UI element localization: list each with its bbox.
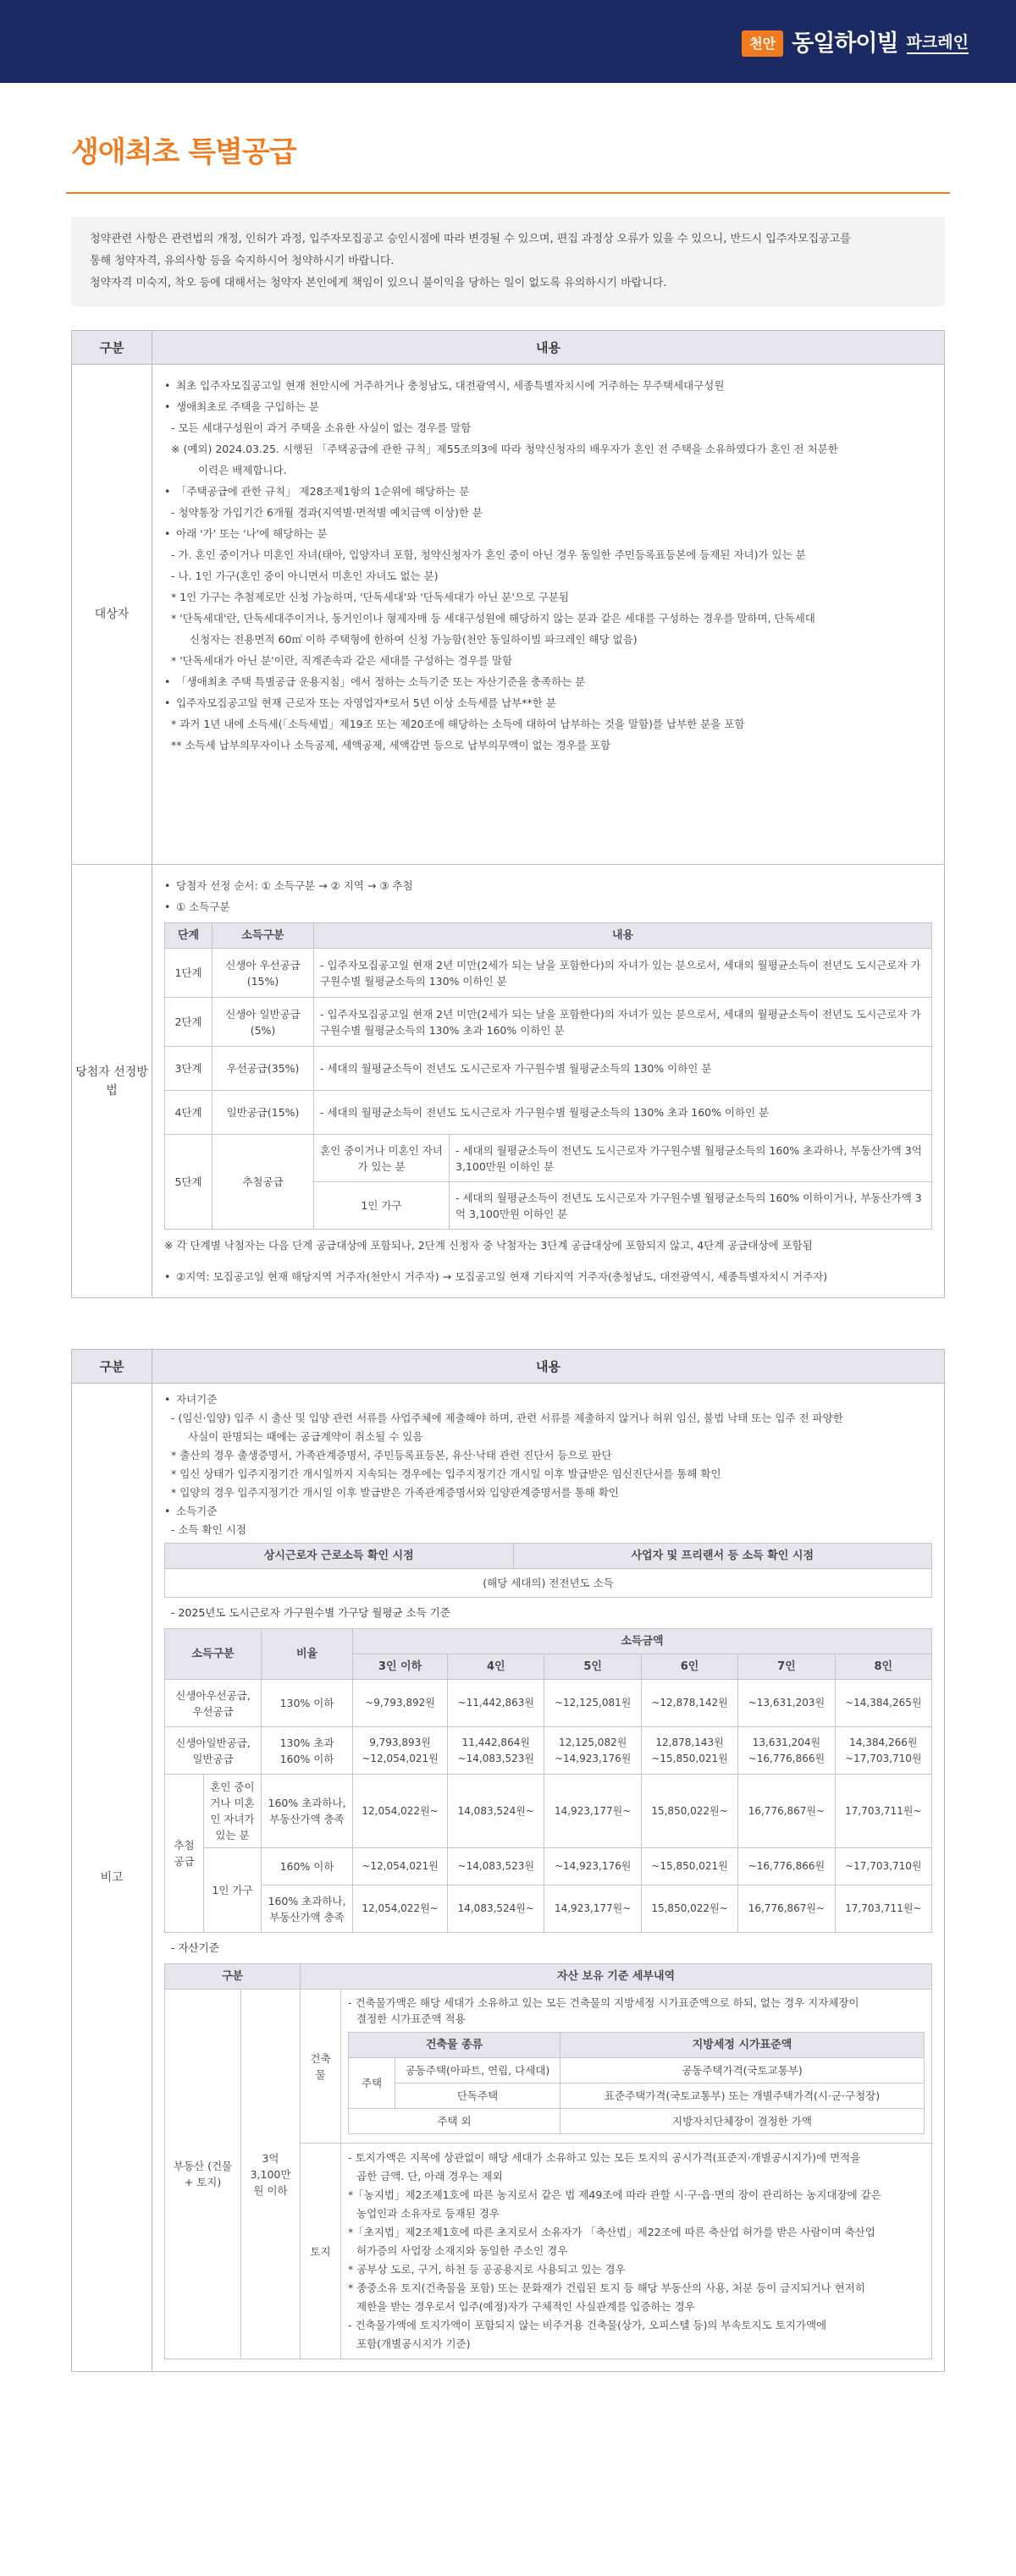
list-item: * '단독세대'란, 단독세대주이거나, 동거인이나 형제자매 등 세대구성원에 해당하지 않는 분과 같은 세대를 구성하는 경우를 말하며, 단독세대	[171, 612, 815, 625]
col-header-content: 내용	[152, 1350, 945, 1384]
col-header-asset-detail: 자산 보유 기준 세부내역	[301, 1964, 932, 1990]
list-item: - (임신·입양) 입주 시 출산 및 입양 관련 서류를 사업주체에 제출해야 하며, 관련 서류를 제출하지 않거나 허위 임신, 불법 낙태 또는 입주 전 파양한	[171, 1412, 843, 1425]
amount-cell: ~12,878,142원	[641, 1680, 737, 1727]
building-line: - 건축물가액은 해당 세대가 소유하고 있는 모든 건축물의 지방세정 시가표준액으로 하되, 없는 경우 지자체장이	[348, 1996, 859, 2010]
amount-cell: 12,125,082원 ~14,923,176원	[544, 1727, 641, 1775]
brand-location-badge: 천안	[742, 30, 783, 58]
amount-cell: 15,850,022원~	[641, 1775, 737, 1848]
list-item: • 아래 '가' 또는 '나'에 해당하는 분	[164, 523, 932, 544]
land-line: 포함(개별공시지가 기준)	[356, 2337, 471, 2351]
col-header-category: 구분	[72, 331, 152, 365]
timing-value: (해당 세대의) 전전년도 소득	[165, 1569, 932, 1598]
list-item: • 생애최초로 주택을 구입하는 분	[164, 396, 932, 417]
col-header-income-type: 소득구분	[213, 923, 314, 949]
amount-cell: 14,923,177원~	[544, 1885, 641, 1933]
list-item: - 소득 확인 시점	[171, 1523, 246, 1537]
amount-cell: ~12,125,081원	[544, 1680, 641, 1727]
col-header-asset-type: 구분	[165, 1964, 301, 1990]
list-item: • 입주자모집공고일 현재 근로자 또는 자영업자*로서 5년 이상 소득세를 납부**한 분	[164, 692, 932, 713]
asset-type-cell: 부동산 (건물 + 토지)	[165, 1990, 241, 2359]
col-header-income-type: 소득구분	[165, 1629, 262, 1680]
col-header-household-size: 6인	[641, 1654, 737, 1680]
page-title: 생애최초 특별공급	[71, 135, 296, 169]
amount-cell: ~17,703,710원	[835, 1848, 931, 1885]
col-header-household-size: 4인	[448, 1654, 544, 1680]
land-line: *「농지법」제2조제1호에 따른 농지로서 같은 법 제49조에 따라 관할 시·구·읍·면의 장이 관리하는 농지대장에 같은	[348, 2188, 881, 2202]
tax-value-cell: 공동주택가격(국토교통부)	[560, 2058, 925, 2083]
ratio-cell: 160% 초과하나, 부동산가액 충족	[262, 1775, 353, 1848]
eligibility-table	[71, 330, 945, 1298]
amount-cell: 16,776,867원~	[738, 1885, 835, 1933]
building-line: 결정한 시가표준액 적용	[356, 2012, 466, 2026]
step-cell: 2단계	[165, 998, 213, 1047]
land-line: *「초지법」제2조제1호에 따른 초지로서 소유자가 「축산법」제22조에 따른 축산업 허가를 받은 사람이며 축산업	[348, 2226, 875, 2239]
list-item: • 당첨자 선정 순서: ① 소득구분 → ② 지역 → ③ 추첨	[164, 875, 932, 896]
list-item: 이력은 배제합니다.	[198, 464, 287, 477]
step-cell: 5단계	[165, 1135, 213, 1230]
amount-cell: 14,083,524원~	[448, 1885, 544, 1933]
amount-cell: ~12,054,021원	[353, 1848, 448, 1885]
amount-cell: 12,054,022원~	[353, 1775, 448, 1848]
target-content	[152, 365, 945, 865]
amount-cell: 16,776,867원~	[738, 1775, 835, 1848]
selection-content	[152, 865, 945, 1298]
income-type-cell: 신생아우선공급, 우선공급	[165, 1680, 262, 1727]
desc-cell: - 입주자모집공고일 현재 2년 미만(2세가 되는 날을 포함한다)의 자녀가 있는 분으로서, 세대의 월평균소득이 전년도 도시근로자 가구원수별 월평균소득의 130% 이하인 분	[314, 949, 932, 998]
notice-line: 통해 청약자격, 유의사항 등을 숙지하시어 청약하시기 바랍니다.	[90, 255, 395, 268]
amount-cell: 14,083,524원~	[448, 1775, 544, 1848]
list-item: ** 소득세 납부의무자이나 소득공제, 세액공제, 세액감면 등으로 납부의무액이 없는 경우를 포함	[171, 739, 611, 752]
brand-sub: 파크레인	[907, 34, 969, 54]
col-header-household-size: 3인 이하	[353, 1654, 448, 1680]
list-item: • ②지역: 모집공고일 현재 해당지역 거주자(천안시 거주자) → 모집공고일 현재 기타지역 거주자(충청남도, 대전광역시, 세종특별자치시 거주자)	[164, 1266, 932, 1287]
col-header-business-time: 사업자 및 프리랜서 등 소득 확인 시점	[513, 1544, 932, 1569]
building-label: 건축물	[301, 1990, 341, 2144]
amount-cell: ~14,384,265원	[835, 1680, 931, 1727]
lottery-cell: 추첨 공급	[165, 1775, 204, 1933]
list-item: * '단독세대가 아닌 분'이란, 직계존속과 같은 세대를 구성하는 경우를 말함	[171, 654, 513, 668]
land-line: 곱한 금액. 단, 아래 경우는 제외	[356, 2170, 503, 2183]
row-label-target: 대상자	[72, 365, 152, 865]
income-type-cell: 일반공급(15%)	[213, 1091, 314, 1135]
ratio-cell: 130% 초과 160% 이하	[262, 1727, 353, 1775]
col-header-ratio: 비율	[262, 1629, 353, 1680]
ratio-cell: 160% 이하	[262, 1848, 353, 1885]
notice-box	[71, 217, 945, 306]
col-header-household-size: 8인	[835, 1654, 931, 1680]
desc-cell: - 세대의 월평균소득이 전년도 도시근로자 가구원수별 월평균소득의 130% 초과 160% 이하인 분	[314, 1091, 932, 1135]
income-criteria-table	[164, 1628, 932, 1933]
ratio-cell: 160% 초과하나, 부동산가액 충족	[262, 1885, 353, 1933]
asset-limit-cell: 3억 3,100만원 이하	[241, 1990, 301, 2359]
tax-value-cell: 표준주택가격(국토교통부) 또는 개별주택가격(시·군·구청장)	[560, 2083, 925, 2109]
list-item: - 나. 1인 가구(혼인 중이 아니면서 미혼인 자녀도 없는 분)	[171, 570, 439, 583]
income-type-cell: 신생아일반공급, 일반공급	[165, 1727, 262, 1775]
remarks-content	[152, 1384, 945, 2372]
amount-cell: 15,850,022원~	[641, 1885, 737, 1933]
income-type-cell: 추첨공급	[213, 1135, 314, 1230]
selection-stage-table	[164, 922, 932, 1230]
desc-cell: - 입주자모집공고일 현재 2년 미만(2세가 되는 날을 포함한다)의 자녀가 있는 분으로서, 세대의 월평균소득이 전년도 도시근로자 가구원수별 월평균소득의 130% 초과 160% 이하인 분	[314, 998, 932, 1047]
col-header-household-size: 5인	[544, 1654, 641, 1680]
list-item: • 자녀기준	[164, 1390, 932, 1409]
step-cell: 3단계	[165, 1047, 213, 1091]
notice-line: 청약자격 미숙지, 착오 등에 대해서는 청약자 본인에게 책임이 있으니 불이익을 당하는 일이 없도록 유의하시기 바랍니다.	[90, 277, 667, 290]
list-item: * 입양의 경우 입주지정기간 개시일 이후 발급받은 가족관계증명서와 입양관계증명서를 통해 확인	[171, 1486, 619, 1500]
amount-cell: 9,793,893원 ~12,054,021원	[353, 1727, 448, 1775]
sub-type-cell: 혼인 중이거나 미혼인 자녀가 있는 분	[314, 1135, 450, 1182]
amount-cell: ~11,442,863원	[448, 1680, 544, 1727]
col-header-building-type: 건축물 종류	[349, 2033, 560, 2058]
list-item: • 소득기준	[164, 1502, 932, 1521]
land-line: 허가증의 사업장 소재지와 동일한 주소인 경우	[356, 2244, 568, 2258]
land-line: - 토지가액은 지목에 상관없이 해당 세대가 소유하고 있는 모든 토지의 공시가격(표준지·개별공시지가)에 면적을	[348, 2151, 861, 2165]
col-header-employee-time: 상시근로자 근로소득 확인 시점	[165, 1544, 514, 1569]
amount-cell: 14,384,266원 ~17,703,710원	[835, 1727, 931, 1775]
col-header-content: 내용	[152, 331, 945, 365]
col-header-income-amount: 소득금액	[353, 1629, 932, 1654]
amount-cell: ~14,923,176원	[544, 1848, 641, 1885]
row-label-selection: 당첨자 선정방법	[72, 865, 152, 1298]
remarks-table	[71, 1349, 945, 2372]
land-detail	[341, 2144, 932, 2359]
title-divider	[66, 192, 950, 194]
list-item: 신청자는 전용면적 60㎡ 이하 주택형에 한하여 신청 가능함(천안 동일하이빌 파크레인 해당 없음)	[190, 633, 638, 647]
desc-cell: - 세대의 월평균소득이 전년도 도시근로자 가구원수별 월평균소득의 130% 이하인 분	[314, 1047, 932, 1091]
amount-cell: ~13,631,203원	[738, 1680, 835, 1727]
building-type-cell: 단독주택	[395, 2083, 560, 2109]
building-value-table	[348, 2032, 925, 2134]
col-header-household-size: 7인	[738, 1654, 835, 1680]
land-line: - 건축물가액에 토지가액이 포함되지 않는 비주거용 건축물(상가, 오피스텔 등)의 부속토지도 토지가액에	[348, 2319, 827, 2332]
brand-name: 동일하이빌	[792, 30, 898, 57]
sub-type-cell: 1인 가구	[204, 1848, 262, 1933]
desc-cell: - 세대의 월평균소득이 전년도 도시근로자 가구원수별 월평균소득의 160% 이하이거나, 부동산가액 3억 3,100만원 이하인 분	[450, 1182, 932, 1230]
amount-cell: ~15,850,021원	[641, 1848, 737, 1885]
list-item: 사실이 판명되는 때에는 공급계약이 취소될 수 있음	[188, 1430, 423, 1444]
list-item: ※ 각 단계별 낙첨자는 다음 단계 공급대상에 포함되나, 2단계 신청자 중 낙첨자는 3단계 공급대상에 포함되지 않고, 4단계 공급대상에 포함됨	[164, 1239, 813, 1252]
col-header-category: 구분	[72, 1350, 152, 1384]
col-header-desc: 내용	[314, 923, 932, 949]
sub-type-cell: 1인 가구	[314, 1182, 450, 1230]
land-line: 농업인과 소유자로 등재된 경우	[356, 2207, 500, 2221]
list-item: • 최초 입주자모집공고일 현재 천안시에 거주하거나 충청남도, 대전광역시, 세종특별자치시에 거주하는 무주택세대구성원	[164, 375, 932, 396]
land-label: 토지	[301, 2144, 341, 2359]
header-bar	[0, 0, 1016, 83]
list-item: - 청약통장 가입기간 6개월 경과(지역별·면적별 예치금액 이상)한 분	[171, 506, 483, 520]
land-line: * 종중소유 토지(건축물을 포함) 또는 문화재가 건립된 토지 등 해당 부동산의 사용, 처분 등이 금지되거나 현저히	[348, 2282, 865, 2295]
list-item: • 「생애최초 주택 특별공급 운용지침」에서 정하는 소득기준 또는 자산기준을 충족하는 분	[164, 671, 932, 692]
income-timing-table	[164, 1543, 932, 1598]
income-type-cell: 신생아 우선공급 (15%)	[213, 949, 314, 998]
notice-line: 청약관련 사항은 관련법의 개정, 인허가 과정, 입주자모집공고 승인시점에 따라 변경될 수 있으며, 편집 과정상 오류가 있을 수 있으니, 반드시 입주자모집공고를	[90, 233, 851, 246]
list-item: * 1인 가구는 추첨제로만 신청 가능하며, '단독세대'와 '단독세대가 아닌 분'으로 구분됨	[171, 591, 570, 604]
building-type-cell: 공동주택(아파트, 연립, 다세대)	[395, 2058, 560, 2083]
row-label-remarks: 비고	[72, 1384, 152, 2372]
amount-cell: 13,631,204원 ~16,776,866원	[738, 1727, 835, 1775]
land-line: * 공부상 도로, 구거, 하천 등 공공용지로 사용되고 있는 경우	[348, 2263, 626, 2276]
amount-cell: ~14,083,523원	[448, 1848, 544, 1885]
asset-criteria-table	[164, 1963, 932, 2359]
list-item: - 가. 혼인 중이거나 미혼인 자녀(태아, 입양자녀 포함, 청약신청자가 혼인 중이 아닌 경우 동일한 주민등록표등본에 등재된 자녀)가 있는 분	[171, 548, 806, 562]
amount-cell: 12,878,143원 ~15,850,021원	[641, 1727, 737, 1775]
step-cell: 1단계	[165, 949, 213, 998]
list-item: * 임신 상태가 입주지정기간 개시일까지 지속되는 경우에는 입주지정기간 개시일 이후 발급받은 임신진단서를 통해 확인	[171, 1467, 721, 1481]
amount-cell: 17,703,711원~	[835, 1885, 931, 1933]
building-detail	[341, 1990, 932, 2144]
desc-cell: - 세대의 월평균소득이 전년도 도시근로자 가구원수별 월평균소득의 160% 초과하나, 부동산가액 3억 3,100만원 이하인 분	[450, 1135, 932, 1182]
income-type-cell: 신생아 일반공급 (5%)	[213, 998, 314, 1047]
amount-cell: 11,442,864원 ~14,083,523원	[448, 1727, 544, 1775]
amount-cell: ~16,776,866원	[738, 1848, 835, 1885]
col-header-tax-value: 지방세정 시가표준액	[560, 2033, 925, 2058]
ratio-cell: 130% 이하	[262, 1680, 353, 1727]
income-table-title: - 2025년도 도시근로자 가구원수별 가구당 월평균 소득 기준	[171, 1606, 450, 1620]
house-label: 주택	[349, 2058, 395, 2109]
amount-cell: 17,703,711원~	[835, 1775, 931, 1848]
amount-cell: 14,923,177원~	[544, 1775, 641, 1848]
list-item: * 과거 1년 내에 소득세(「소득세법」제19조 또는 제20조에 해당하는 소득에 대하여 납부하는 것을 말함)를 납부한 분을 포함	[171, 718, 745, 731]
amount-cell: 12,054,022원~	[353, 1885, 448, 1933]
step-cell: 4단계	[165, 1091, 213, 1135]
list-item: • 「주택공급에 관한 규칙」 제28조제1항의 1순위에 해당하는 분	[164, 481, 932, 502]
building-type-cell: 주택 외	[349, 2109, 560, 2134]
list-item: * 출산의 경우 출생증명서, 가족관계증명서, 주민등록표등본, 유산·낙태 관련 진단서 등으로 판단	[171, 1449, 612, 1462]
list-item: ※ (예외) 2024.03.25. 시행된 「주택공급에 관한 규칙」제55조의3에 따라 청약신청자의 배우자가 혼인 전 주택을 소유하였다가 혼인 전 처분한	[171, 443, 838, 456]
brand-logo[interactable]	[742, 25, 969, 62]
list-item: - 모든 세대구성원이 과거 주택을 소유한 사실이 없는 경우를 말함	[171, 421, 472, 435]
list-item: • ① 소득구분	[164, 896, 932, 917]
sub-type-cell: 혼인 중이거나 미혼인 자녀가 있는 분	[204, 1775, 262, 1848]
amount-cell: ~9,793,892원	[353, 1680, 448, 1727]
tax-value-cell: 지방자치단체장이 결정한 가액	[560, 2109, 925, 2134]
asset-table-title: - 자산기준	[171, 1941, 219, 1955]
land-line: 제한을 받는 경우로서 입주(예정)자가 구체적인 사실관계를 입증하는 경우	[356, 2300, 695, 2314]
col-header-step: 단계	[165, 923, 213, 949]
income-type-cell: 우선공급(35%)	[213, 1047, 314, 1091]
